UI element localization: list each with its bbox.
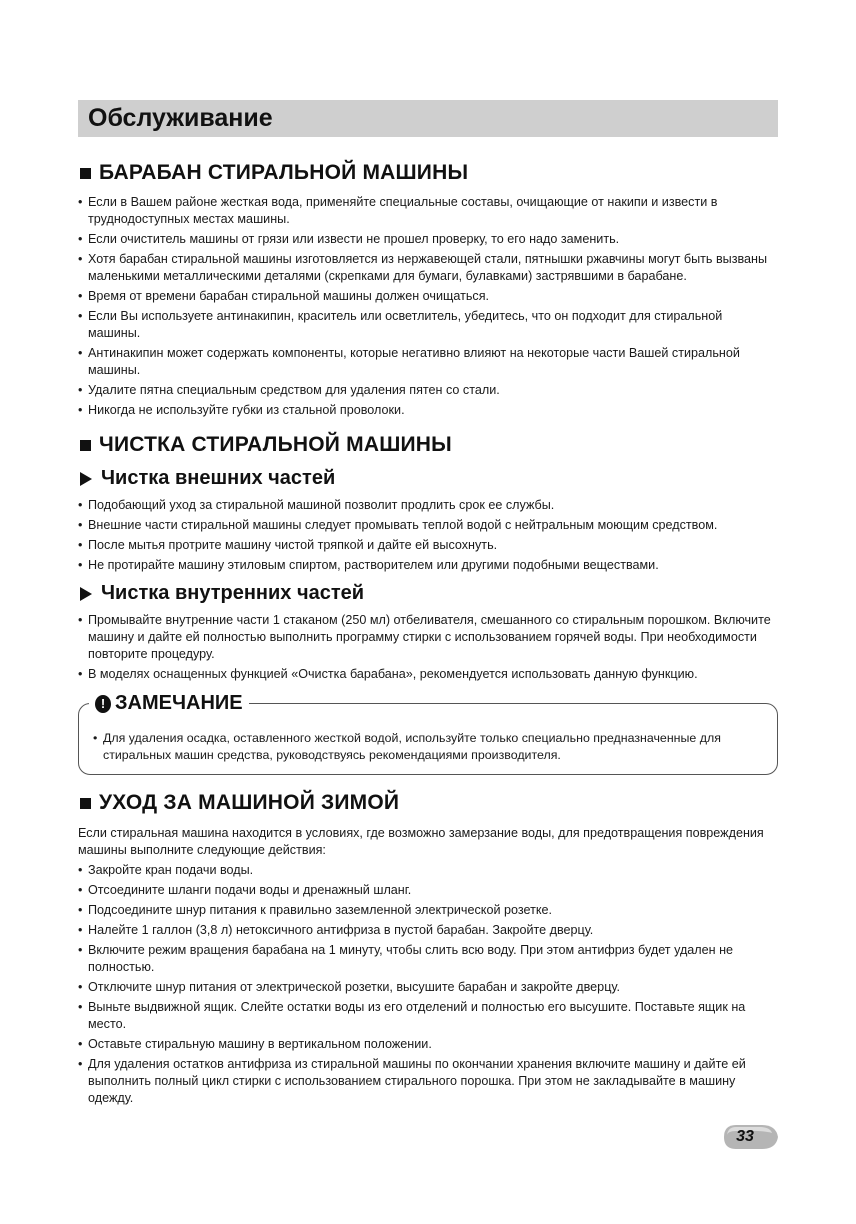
triangle-bullet-icon xyxy=(80,472,92,486)
list-item: • Внешние части стиральной машины следует промывать теплой водой с нейтральным моющим средством. xyxy=(78,517,778,534)
page-title-bar xyxy=(78,100,778,137)
square-bullet-icon xyxy=(80,440,91,451)
list-item: • Для удаления остатков антифриза из стиральной машины по окончании хранения включите машину и дайте ей выполнить полный цикл стирки с использованием стирального порошка. При этом не закладывайте в машину одежду. xyxy=(78,1056,778,1107)
square-bullet-icon xyxy=(80,798,91,809)
triangle-bullet-icon xyxy=(80,587,92,601)
list-item: • Не протирайте машину этиловым спиртом, растворителем или другими подобными веществами. xyxy=(78,557,778,574)
note-list xyxy=(93,730,763,764)
section-cleaning-title: ЧИСТКА СТИРАЛЬНОЙ МАШИНЫ xyxy=(99,433,452,456)
section-drum-title: БАРАБАН СТИРАЛЬНОЙ МАШИНЫ xyxy=(99,161,469,184)
section-winter-title: УХОД ЗА МАШИНОЙ ЗИМОЙ xyxy=(99,791,400,814)
exclamation-icon: ! xyxy=(95,695,111,713)
list-item: • После мытья протрите машину чистой тряпкой и дайте ей высохнуть. xyxy=(78,537,778,554)
page-number: 33 xyxy=(736,1128,754,1145)
list-item: • Подобающий уход за стиральной машиной позволит продлить срок ее службы. xyxy=(78,497,778,514)
list-item: • Оставьте стиральную машину в вертикальном положении. xyxy=(78,1036,778,1053)
page-title: Обслуживание xyxy=(88,104,273,132)
list-item: • Налейте 1 галлон (3,8 л) нетоксичного антифриза в пустой барабан. Закройте дверцу. xyxy=(78,922,778,939)
note-box xyxy=(78,692,778,775)
section-drum-heading xyxy=(78,161,778,185)
list-item: • Закройте кран подачи воды. xyxy=(78,862,778,879)
subsection-exterior-heading xyxy=(78,467,778,490)
list-item: • Подсоедините шнур питания к правильно заземленной электрической розетке. xyxy=(78,902,778,919)
list-item: • Удалите пятна специальным средством для удаления пятен со стали. xyxy=(78,382,778,399)
list-item: • Хотя барабан стиральной машины изготовляется из нержавеющей стали, пятнышки ржавчины могут быть вызваны маленькими металлическими деталями (скрепками для бумаги, булавками) застрявшими в барабане. xyxy=(78,251,778,285)
subsection-exterior-list xyxy=(78,497,778,574)
section-winter-list xyxy=(78,862,778,1107)
list-item: • Отсоедините шланги подачи воды и дренажный шланг. xyxy=(78,882,778,899)
list-item: • Отключите шнур питания от электрической розетки, высушите барабан и закройте дверцу. xyxy=(78,979,778,996)
page-number-badge xyxy=(722,1123,778,1151)
subsection-interior-title: Чистка внутренних частей xyxy=(101,582,365,604)
section-winter-heading xyxy=(78,791,778,815)
subsection-exterior-title: Чистка внешних частей xyxy=(101,467,336,489)
list-item: • Для удаления осадка, оставленного жесткой водой, используйте только специально предназначенные для стиральных машин средства, руководствуясь рекомендациями производителя. xyxy=(93,730,763,764)
list-item: • Если очиститель машины от грязи или извести не прошел проверку, то его надо заменить. xyxy=(78,231,778,248)
subsection-interior-list xyxy=(78,612,778,683)
list-item: • Если в Вашем районе жесткая вода, применяйте специальные составы, очищающие от накипи и извести в труднодоступных местах машины. xyxy=(78,194,778,228)
list-item: • Время от времени барабан стиральной машины должен очищаться. xyxy=(78,288,778,305)
note-title: ЗАМЕЧАНИЕ xyxy=(115,692,243,714)
list-item: • Выньте выдвижной ящик. Слейте остатки воды из его отделений и полностью его высушите. Поставьте ящик на место. xyxy=(78,999,778,1033)
list-item: • Никогда не используйте губки из стальной проволоки. xyxy=(78,402,778,419)
list-item: • Включите режим вращения барабана на 1 минуту, чтобы слить всю воду. При этом антифриз будет удален не полностью. xyxy=(78,942,778,976)
note-heading xyxy=(89,692,249,715)
list-item: • В моделях оснащенных функцией «Очистка барабана», рекомендуется использовать данную функцию. xyxy=(78,666,778,683)
list-item: • Промывайте внутренние части 1 стаканом (250 мл) отбеливателя, смешанного со стиральным порошком. Включите машину и дайте ей полностью выполнить программу стирки с использованием горячей воды. При необходимости повторите процедуру. xyxy=(78,612,778,663)
list-item: • Антинакипин может содержать компоненты, которые негативно влияют на некоторые части Вашей стиральной машины. xyxy=(78,345,778,379)
page-content xyxy=(78,100,778,1110)
square-bullet-icon xyxy=(80,168,91,179)
section-winter-intro: Если стиральная машина находится в условиях, где возможно замерзание воды, для предотвращения повреждения машины выполните следующие действия: xyxy=(78,826,764,857)
subsection-interior-heading xyxy=(78,582,778,605)
section-drum-list xyxy=(78,194,778,419)
section-cleaning-heading xyxy=(78,433,778,457)
list-item: • Если Вы используете антинакипин, краситель или осветлитель, убедитесь, что он подходит для стиральной машины. xyxy=(78,308,778,342)
